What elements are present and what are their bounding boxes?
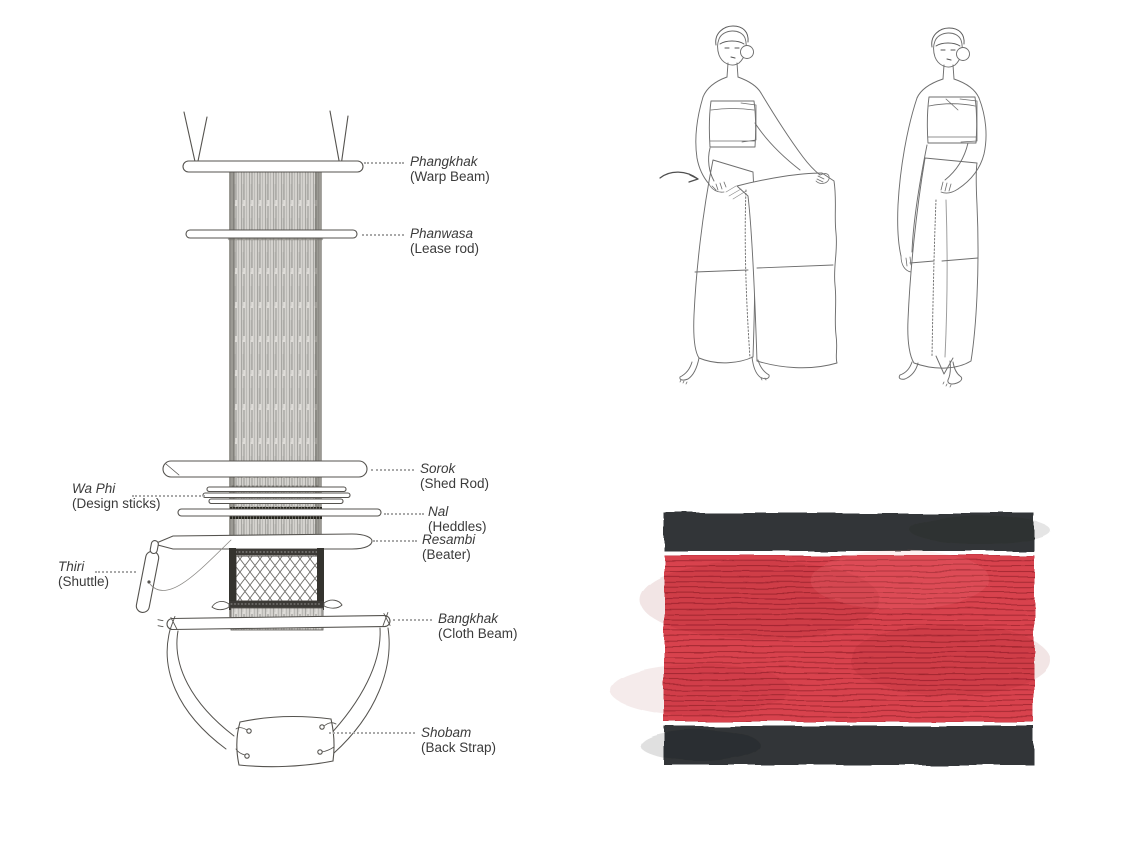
- label-design-sticks-english: (Design sticks): [72, 496, 161, 511]
- heddle-rod: [178, 509, 381, 516]
- leader-back-strap: [329, 732, 415, 734]
- leader-shed-rod: [371, 469, 414, 471]
- label-lease-rod: [410, 226, 479, 256]
- label-design-sticks-native: Wa Phi: [72, 481, 116, 496]
- shed-rod: [163, 461, 367, 477]
- label-cloth-beam-native: Bangkhak: [438, 611, 499, 626]
- label-design-sticks: [72, 481, 161, 511]
- sarong-wrapping-figures: [660, 26, 986, 387]
- cloth-tie-left: [212, 601, 229, 609]
- design-sticks: [203, 487, 350, 504]
- label-beater-native: Resambi: [422, 532, 476, 547]
- label-back-strap: [421, 725, 496, 755]
- label-shuttle: [58, 559, 109, 589]
- label-beater: [422, 532, 475, 562]
- leader-heddles: [384, 513, 424, 515]
- label-heddles-native: Nal: [428, 504, 449, 519]
- label-shuttle-english: (Shuttle): [58, 574, 110, 589]
- label-heddles-english: (Heddles): [428, 519, 487, 534]
- label-warp-beam: [410, 154, 490, 184]
- hanging-cords: [184, 111, 348, 166]
- wrap-direction-arrow: [660, 172, 698, 182]
- backstrap-loom-illustration: [135, 111, 390, 767]
- label-back-strap-english: (Back Strap): [421, 740, 497, 755]
- leader-beater: [373, 540, 417, 542]
- label-warp-beam-english: (Warp Beam): [410, 169, 490, 184]
- beater-sword: [154, 534, 372, 549]
- leader-lease-rod: [362, 234, 404, 236]
- label-cloth-beam-english: (Cloth Beam): [438, 626, 518, 641]
- warp-beam-rod: [183, 161, 363, 172]
- label-shed-rod-english: (Shed Rod): [420, 476, 490, 491]
- label-cloth-beam: [438, 611, 518, 641]
- label-beater-english: (Beater): [422, 547, 471, 562]
- woven-cloth-diamond-band: [229, 548, 324, 610]
- cloth-tie-right: [324, 600, 342, 608]
- figure-woman-wrapped: [898, 28, 986, 387]
- label-warp-beam-native: Phangkhak: [410, 154, 478, 169]
- leader-warp-beam: [364, 162, 404, 164]
- label-shuttle-native: Thiri: [58, 559, 85, 574]
- label-shed-rod-native: Sorok: [420, 461, 456, 476]
- leader-cloth-beam: [393, 619, 432, 621]
- textile-swatch: [610, 513, 1050, 765]
- label-heddles: [428, 504, 487, 534]
- label-lease-rod-native: Phanwasa: [410, 226, 474, 241]
- label-shed-rod: [420, 461, 489, 491]
- lease-rod: [186, 230, 357, 238]
- label-lease-rod-english: (Lease rod): [410, 241, 480, 256]
- label-back-strap-native: Shobam: [421, 725, 472, 740]
- back-strap-panel: [236, 717, 336, 767]
- figure-woman-wrapping: [660, 26, 837, 384]
